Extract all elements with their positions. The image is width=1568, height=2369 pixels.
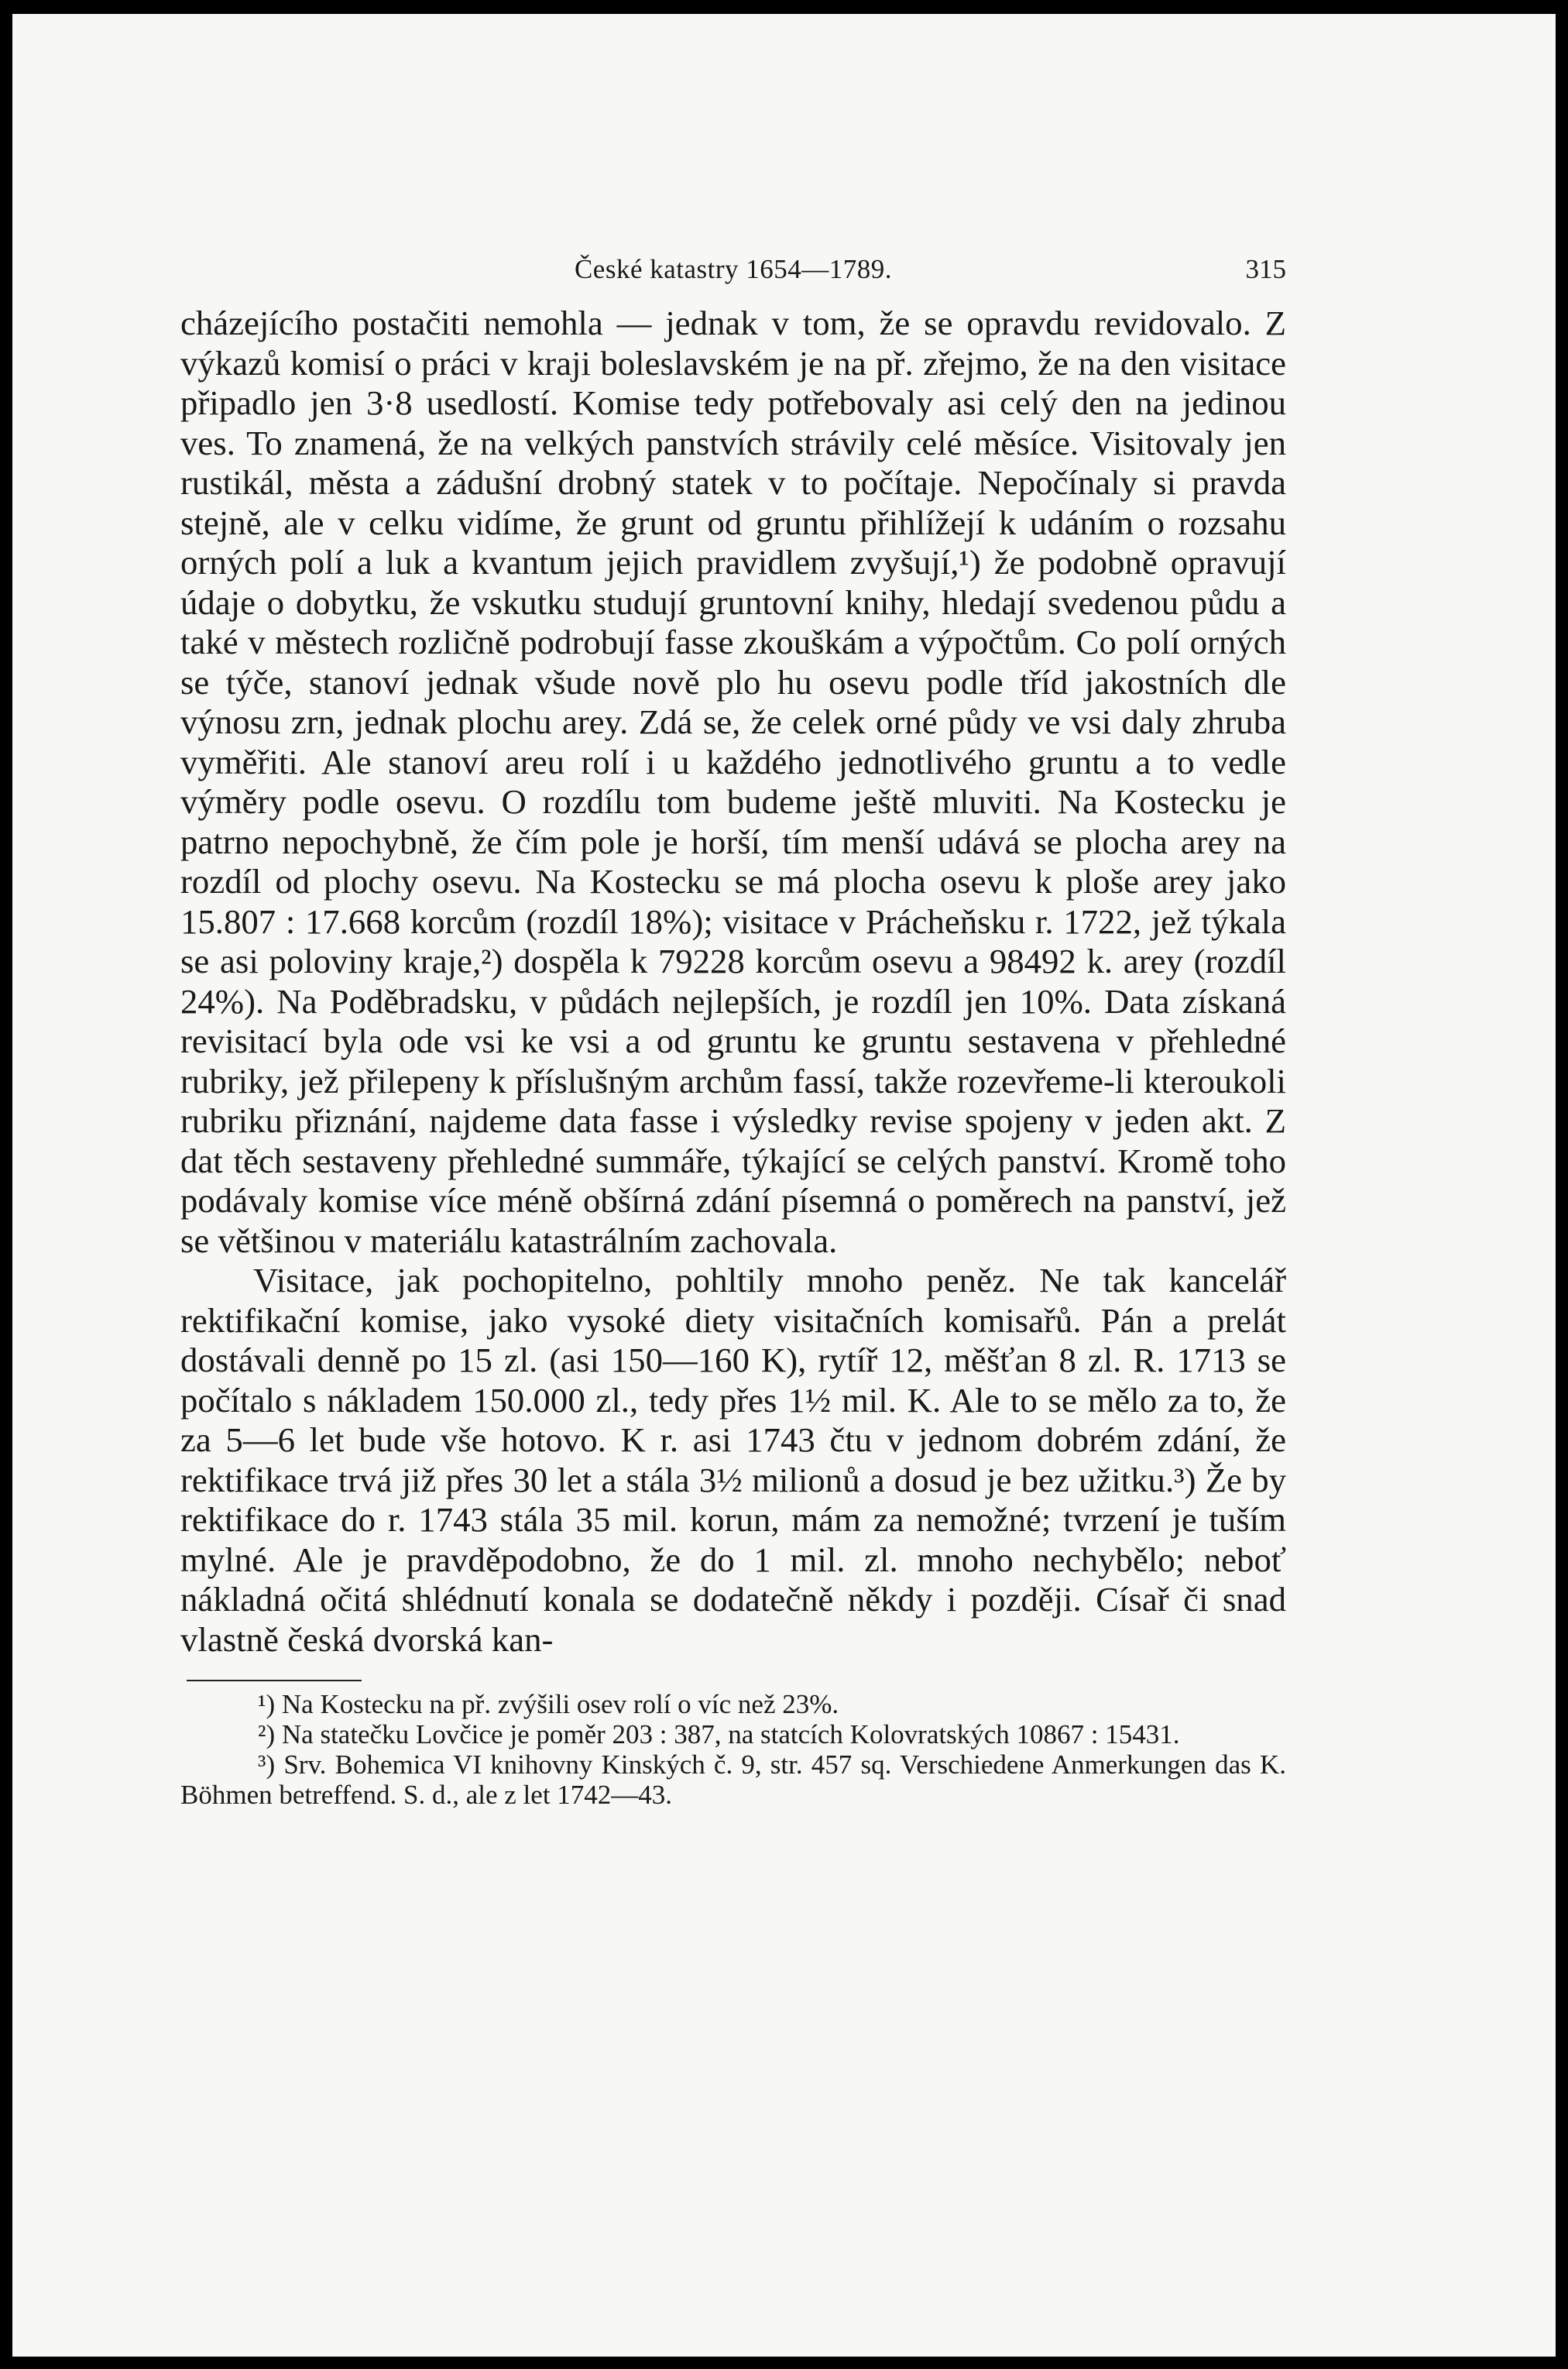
paragraph-2: Visitace, jak pochopitelno, pohltily mnoho peněz. Ne tak kancelář rektifikační komise, jako vysoké diety visitačních komisařů. Pán a prelát dostávali denně po 15 zl. (asi 150—160 K), rytíř 12, měšťan 8 zl. R. 1713 se počítalo s nákladem 150.000 zl., tedy přes 1½ mil. K. Ale to se mělo za to, že za 5—6 let bude vše hotovo. K r. asi 1743 čtu v jednom dobrém zdání, že rektifikace trvá již přes 30 let a stála 3½ milionů a dosud je bez užitku.³) Že by rektifikace do r. 1743 stála 35 mil. korun, mám za nemožné; tvrzení je tuším mylné. Ale je pravděpodobno, že do 1 mil. zl. mnoho nechybělo; neboť nákladná očitá shlédnutí konala se dodatečně někdy i později. Císař či snad vlastně česká dvorská kan-	[180, 1261, 1286, 1659]
body-text	[180, 304, 1286, 1660]
book-page	[12, 14, 1556, 2357]
page-content	[180, 240, 1286, 1810]
running-title: České katastry 1654—1789.	[574, 254, 893, 284]
footnotes	[180, 1689, 1286, 1810]
page-header	[180, 240, 1286, 304]
footnote-3: ³) Srv. Bohemica VI knihovny Kinských č. 9, str. 457 sq. Verschiedene Anmerkungen das K. Böhmen betreffend. S. d., ale z let 1742—43.	[180, 1749, 1286, 1810]
page-number: 315	[1245, 254, 1286, 284]
footnote-1: ¹) Na Kostecku na př. zvýšili osev rolí o víc než 23%.	[258, 1689, 839, 1719]
paragraph-1: cházejícího postačiti nemohla — jednak v tom, že se opravdu revidovalo. Z výkazů komisí o práci v kraji boleslavském je na př. zřejmo, že na den visitace připadlo jen 3·8 usedlostí. Komise tedy potřebovaly asi celý den na jedinou ves. To znamená, že na velkých panstvích strávily celé měsíce. Visitovaly jen rustikál, města a zádušní drobný statek v to počítaje. Nepočínaly si pravda stejně, ale v celku vidíme, že grunt od gruntu přihlížejí k udáním o rozsahu orných polí a luk a kvantum jejich pravidlem zvyšují,¹) že podobně opravují údaje o dobytku, že vskutku studují gruntovní knihy, hledají svedenou půdu a také v městech rozličně podrobují fasse zkouškám a výpočtům. Co polí orných se týče, stanoví jednak všude nově plo hu osevu podle tříd jakostních dle výnosu zrn, jednak plochu arey. Zdá se, že celek orné půdy ve vsi daly zhruba vyměřiti. Ale stanoví areu rolí i u každého jednotlivého gruntu a to vedle výměry podle osevu. O rozdílu tom budeme ještě mluviti. Na Kostecku je patrno nepochybně, že čím pole je horší, tím menší udává se plocha arey na rozdíl od plochy osevu. Na Kostecku se má plocha osevu k ploše arey jako 15.807 : 17.668 korcům (rozdíl 18%); visitace v Prácheňsku r. 1722, jež týkala se asi poloviny kraje,²) dospěla k 79228 korcům osevu a 98492 k. arey (rozdíl 24%). Na Poděbradsku, v půdách nejlepších, je rozdíl jen 10%. Data získaná revisitací byla ode vsi ke vsi a od gruntu ke gruntu sestavena v přehledné rubriky, jež přilepeny k příslušným archům fassí, takže rozevřeme-li kteroukoli rubriku přiznání, najdeme data fasse i výsledky revise spojeny v jeden akt. Z dat těch sestaveny přehledné summáře, týkající se celých panství. Kromě toho podávaly komise více méně obšírná zdání písemná o poměrech na panství, jež se většinou v materiálu katastrálním zachovala.	[180, 304, 1286, 1260]
footnote-rule	[187, 1680, 362, 1681]
footnote-2: ²) Na statečku Lovčice je poměr 203 : 387, na statcích Kolovratských 10867 : 15431.	[258, 1719, 1180, 1749]
